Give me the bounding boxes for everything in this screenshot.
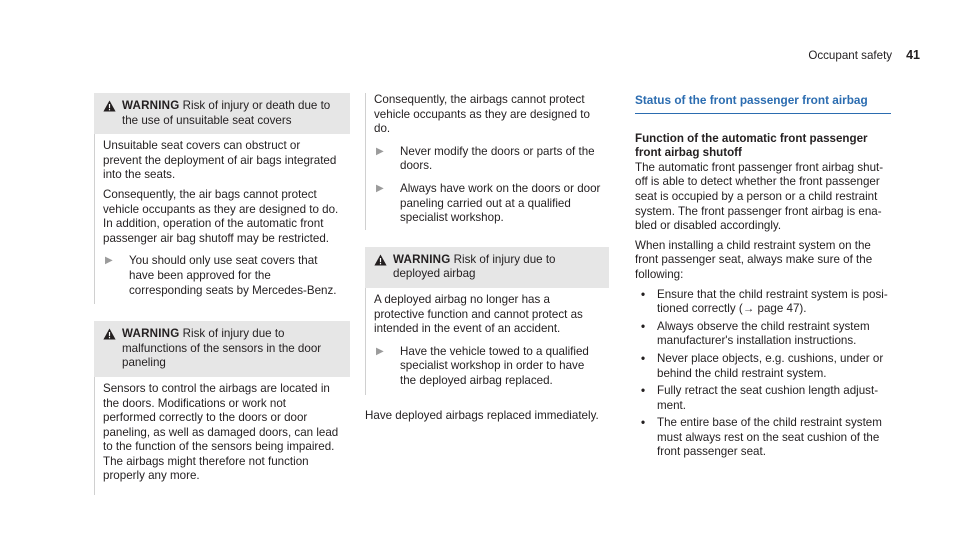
instruction-item bbox=[374, 145, 609, 174]
right-column bbox=[635, 93, 891, 463]
warning-paragraph: Consequently, the air bags cannot protect vehicle occupants as they are designed to do. In addition, operation of the automatic front passenger air bag shutoff may be restricted. bbox=[103, 187, 339, 245]
bullet-icon: • bbox=[641, 384, 646, 398]
warning-body bbox=[94, 377, 350, 495]
continuation-paragraph: Consequently, the airbags cannot protect vehicle occupants as they are designed to do. bbox=[374, 93, 590, 136]
subsection-title: Function of the automatic front passenger front airbag shutoff bbox=[635, 131, 868, 160]
section-title: Status of the front passenger front airbag bbox=[635, 93, 891, 114]
warning-box-door-sensors bbox=[94, 321, 350, 495]
instruction-text: Have the vehicle towed to a qualified specialist workshop in order to have the deployed airbag replaced. bbox=[400, 344, 589, 387]
warning-label: WARNING bbox=[122, 327, 180, 341]
warning-label: WARNING bbox=[393, 252, 451, 266]
warning-continuation bbox=[365, 93, 609, 230]
body-paragraph: The automatic front passenger front airbag shutoff is able to detect whether the front passenger seat is occupied by a person or a child restraint system. The front passenger front airbag is enabled or disabled accordingly. bbox=[635, 160, 884, 233]
closing-paragraph: Have deployed airbags replaced immediately. bbox=[365, 408, 599, 422]
arrow-icon: ▶ bbox=[376, 145, 384, 157]
warning-triangle-icon bbox=[103, 100, 116, 112]
instruction-item bbox=[103, 254, 342, 298]
warning-header bbox=[94, 321, 350, 377]
instruction-text: Always have work on the doors or door paneling carried out at a qualified specialist workshop. bbox=[400, 181, 601, 225]
instruction-item bbox=[374, 182, 609, 226]
bullet-icon: • bbox=[641, 319, 646, 333]
warning-body bbox=[365, 288, 609, 395]
arrow-icon: ▶ bbox=[105, 255, 113, 267]
bullet-icon: • bbox=[641, 351, 646, 365]
body-paragraph: When installing a child restraint system on the front passenger seat, always make sure of the following: bbox=[635, 238, 873, 281]
warning-body bbox=[94, 134, 350, 304]
warning-label: WARNING bbox=[122, 99, 180, 112]
warning-headline: Risk of injury or death due to the use of unsuitable seat covers bbox=[122, 99, 331, 127]
arrow-icon: ▶ bbox=[376, 182, 384, 194]
middle-column bbox=[365, 93, 609, 429]
warning-box-deployed-airbag bbox=[365, 247, 609, 395]
warning-triangle-icon bbox=[374, 254, 387, 266]
warning-header bbox=[94, 93, 350, 134]
warning-headline: Risk of injury due to deployed airbag bbox=[393, 252, 556, 281]
warning-paragraph: A deployed airbag no longer has a protective function and cannot protect as intended in the event of an accident. bbox=[374, 292, 583, 336]
bullet-icon: • bbox=[641, 287, 646, 301]
list-item: • The entire base of the child restraint system must always rest on the seat cushion of the front passenger seat. bbox=[635, 416, 891, 460]
requirements-list bbox=[635, 288, 891, 461]
list-item: • Fully retract the seat cushion length adjustment. bbox=[635, 384, 891, 413]
warning-paragraph: Unsuitable seat covers can obstruct or prevent the deployment of air bags integrated into the seats. bbox=[103, 139, 337, 182]
list-item: • Always observe the child restraint system manufacturer's installation instructions. bbox=[635, 320, 891, 349]
left-column bbox=[94, 93, 350, 495]
warning-header bbox=[365, 247, 609, 288]
running-header bbox=[808, 48, 920, 64]
instruction-item bbox=[374, 345, 601, 389]
bullet-icon: • bbox=[641, 416, 646, 430]
list-item: • Never place objects, e.g. cushions, under or behind the child restraint system. bbox=[635, 352, 891, 381]
instruction-text: Never modify the doors or parts of the doors. bbox=[400, 144, 595, 173]
warning-triangle-icon bbox=[103, 328, 116, 340]
warning-box-seat-covers bbox=[94, 93, 350, 304]
page-number: 41 bbox=[906, 48, 920, 62]
warning-headline: Risk of injury due to malfunctions of the sensors in the door paneling bbox=[122, 327, 322, 370]
list-item: • Ensure that the child restraint system is positioned correctly (→ page 47). bbox=[635, 288, 891, 317]
instruction-text: You should only use seat covers that have been approved for the corresponding seats by Mercedes-Benz. bbox=[129, 254, 337, 297]
warning-paragraph: Sensors to control the airbags are located in the doors. Modifications or work not performed correctly to the doors or door paneling, as well as damaged doors, can lead to the function of the sensors being impaired. The airbags might therefore not function properly any more. bbox=[103, 381, 339, 483]
chapter-title: Occupant safety bbox=[808, 49, 893, 62]
arrow-icon: ▶ bbox=[376, 345, 384, 357]
